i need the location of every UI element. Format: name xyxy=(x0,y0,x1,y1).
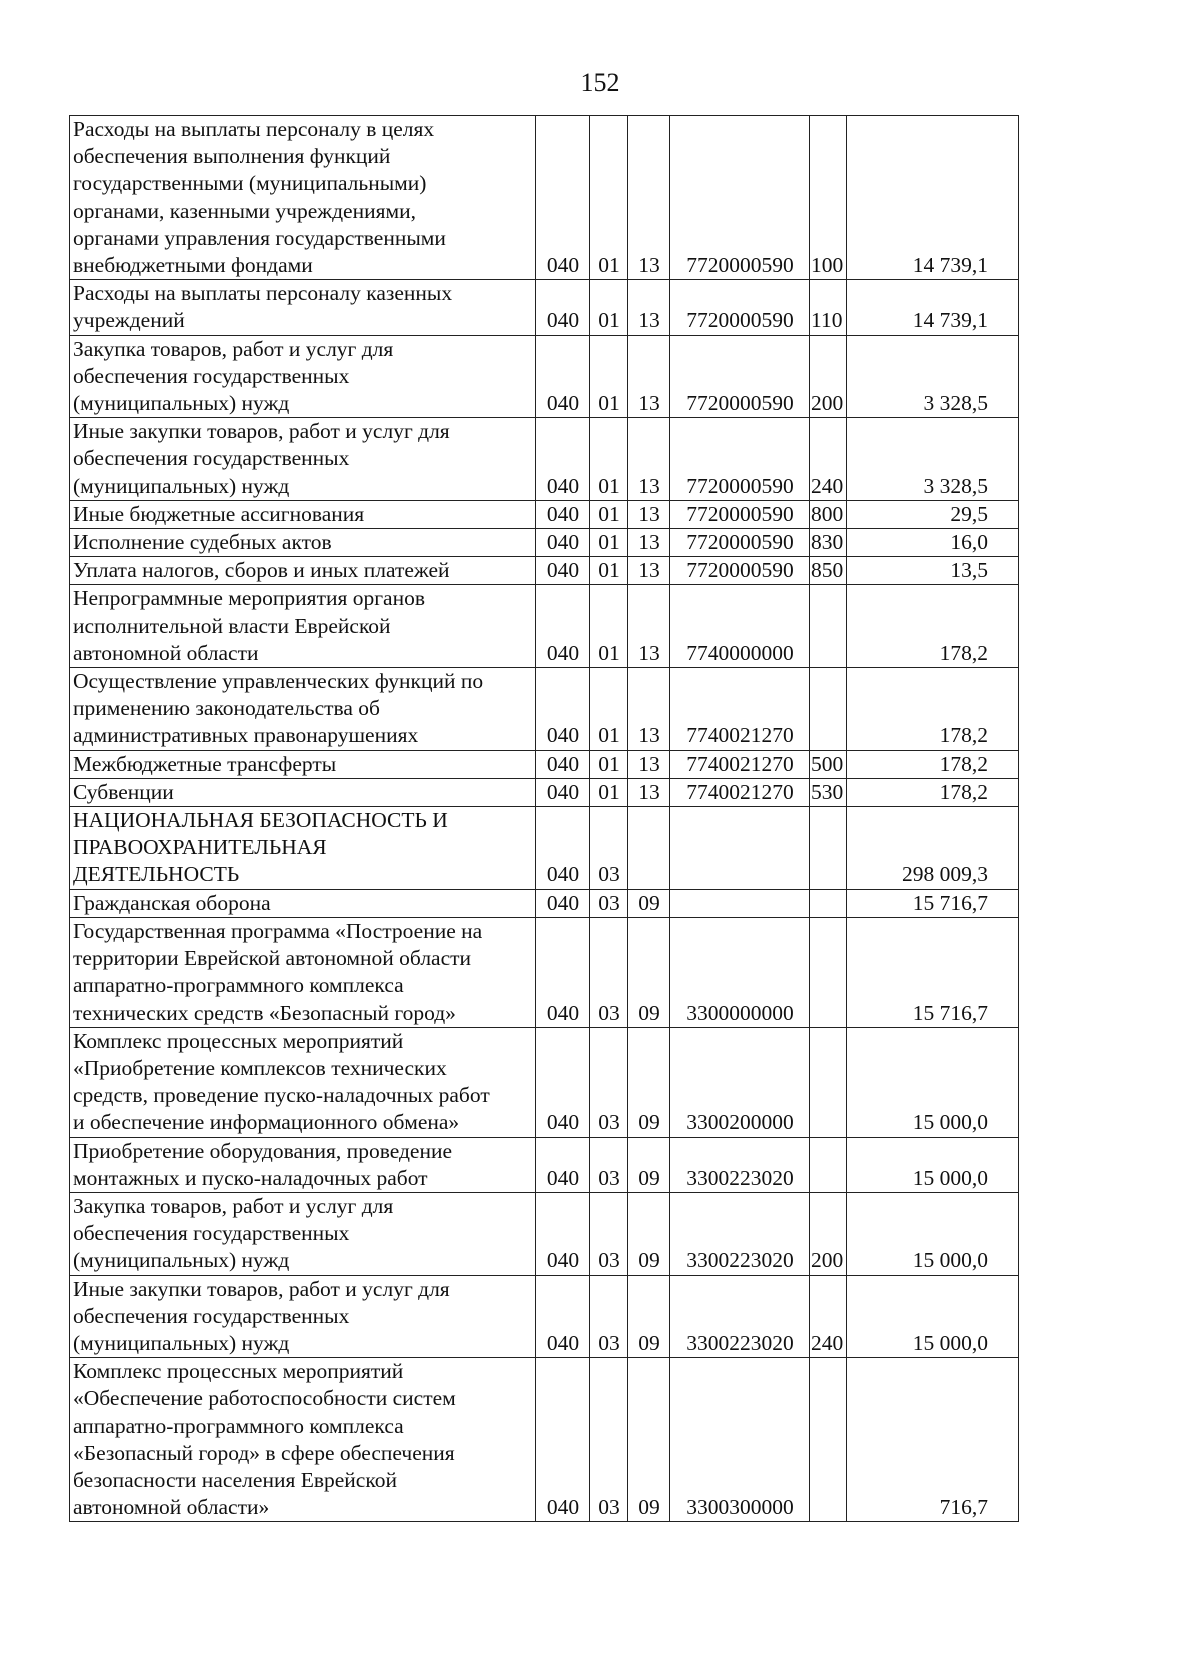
row-expense-type-code xyxy=(810,668,847,751)
row-amount: 15 716,7 xyxy=(847,889,1019,917)
row-name: Исполнение судебных актов xyxy=(70,529,536,557)
row-grbs-code: 040 xyxy=(536,889,590,917)
row-name: НАЦИОНАЛЬНАЯ БЕЗОПАСНОСТЬ И ПРАВООХРАНИТЕЛЬНАЯ ДЕЯТЕЛЬНОСТЬ xyxy=(70,807,536,890)
row-section-code: 03 xyxy=(590,1137,628,1192)
row-amount: 3 328,5 xyxy=(847,418,1019,501)
row-expense-type-code: 850 xyxy=(810,557,847,585)
row-subsection-code: 13 xyxy=(628,557,670,585)
budget-table xyxy=(69,115,1019,1522)
row-expense-type-code xyxy=(810,889,847,917)
row-subsection-code: 09 xyxy=(628,917,670,1027)
table-row xyxy=(70,585,1019,668)
row-name: Комплекс процессных мероприятий «Обеспечение работоспособности систем аппаратно-программного комплекса «Безопасный город» в сфере обеспечения безопасности населения Еврейской автономной области» xyxy=(70,1358,536,1522)
row-grbs-code: 040 xyxy=(536,1137,590,1192)
table-row xyxy=(70,889,1019,917)
row-name: Межбюджетные трансферты xyxy=(70,750,536,778)
row-grbs-code: 040 xyxy=(536,335,590,418)
row-name: Субвенции xyxy=(70,778,536,806)
row-subsection-code: 13 xyxy=(628,585,670,668)
row-grbs-code: 040 xyxy=(536,1027,590,1137)
row-name: Расходы на выплаты персоналу в целях обеспечения выполнения функций государственными (муниципальными) органами, казенными учреждениями, органами управления государственными внебюджетными фондами xyxy=(70,116,536,280)
row-section-code: 03 xyxy=(590,1358,628,1522)
row-section-code: 01 xyxy=(590,529,628,557)
row-expense-type-code xyxy=(810,1358,847,1522)
row-expense-type-code xyxy=(810,585,847,668)
row-subsection-code: 09 xyxy=(628,1027,670,1137)
row-amount: 13,5 xyxy=(847,557,1019,585)
row-expense-type-code: 110 xyxy=(810,280,847,335)
row-grbs-code: 040 xyxy=(536,1275,590,1358)
row-amount: 178,2 xyxy=(847,750,1019,778)
table-row xyxy=(70,500,1019,528)
row-amount: 16,0 xyxy=(847,529,1019,557)
row-grbs-code: 040 xyxy=(536,500,590,528)
row-name: Закупка товаров, работ и услуг для обеспечения государственных (муниципальных) нужд xyxy=(70,1192,536,1275)
row-section-code: 01 xyxy=(590,418,628,501)
row-expense-type-code xyxy=(810,1137,847,1192)
row-target-article-code xyxy=(670,807,810,890)
table-row xyxy=(70,668,1019,751)
row-target-article-code: 7740000000 xyxy=(670,585,810,668)
row-target-article-code: 3300200000 xyxy=(670,1027,810,1137)
table-row xyxy=(70,807,1019,890)
row-target-article-code: 7740021270 xyxy=(670,668,810,751)
table-row xyxy=(70,750,1019,778)
row-name: Осуществление управленческих функций по применению законодательства об административных правонарушениях xyxy=(70,668,536,751)
row-amount: 178,2 xyxy=(847,668,1019,751)
row-subsection-code: 13 xyxy=(628,418,670,501)
row-amount: 716,7 xyxy=(847,1358,1019,1522)
row-target-article-code: 3300223020 xyxy=(670,1137,810,1192)
row-name: Приобретение оборудования, проведение монтажных и пуско-наладочных работ xyxy=(70,1137,536,1192)
row-amount: 178,2 xyxy=(847,778,1019,806)
row-grbs-code: 040 xyxy=(536,917,590,1027)
row-subsection-code: 13 xyxy=(628,116,670,280)
table-row xyxy=(70,116,1019,280)
row-section-code: 03 xyxy=(590,807,628,890)
row-amount: 15 000,0 xyxy=(847,1275,1019,1358)
row-subsection-code: 09 xyxy=(628,1275,670,1358)
row-subsection-code: 09 xyxy=(628,889,670,917)
row-expense-type-code: 200 xyxy=(810,1192,847,1275)
row-expense-type-code: 530 xyxy=(810,778,847,806)
row-expense-type-code: 240 xyxy=(810,418,847,501)
row-expense-type-code: 100 xyxy=(810,116,847,280)
row-section-code: 03 xyxy=(590,1275,628,1358)
row-amount: 15 000,0 xyxy=(847,1137,1019,1192)
row-amount: 15 000,0 xyxy=(847,1027,1019,1137)
row-subsection-code: 13 xyxy=(628,778,670,806)
row-subsection-code: 13 xyxy=(628,750,670,778)
row-section-code: 03 xyxy=(590,917,628,1027)
row-grbs-code: 040 xyxy=(536,778,590,806)
row-name: Закупка товаров, работ и услуг для обеспечения государственных (муниципальных) нужд xyxy=(70,335,536,418)
row-target-article-code: 7720000590 xyxy=(670,418,810,501)
row-target-article-code: 3300300000 xyxy=(670,1358,810,1522)
row-section-code: 01 xyxy=(590,280,628,335)
row-name: Государственная программа «Построение на территории Еврейской автономной области аппаратно-программного комплекса технических средств «Безопасный город» xyxy=(70,917,536,1027)
row-target-article-code: 3300223020 xyxy=(670,1275,810,1358)
row-grbs-code: 040 xyxy=(536,668,590,751)
page-number: 152 xyxy=(580,68,620,97)
row-amount: 15 000,0 xyxy=(847,1192,1019,1275)
row-target-article-code xyxy=(670,889,810,917)
row-name: Иные закупки товаров, работ и услуг для обеспечения государственных (муниципальных) нужд xyxy=(70,418,536,501)
row-section-code: 01 xyxy=(590,116,628,280)
table-row xyxy=(70,778,1019,806)
row-name: Уплата налогов, сборов и иных платежей xyxy=(70,557,536,585)
row-subsection-code: 13 xyxy=(628,335,670,418)
row-section-code: 03 xyxy=(590,1027,628,1137)
row-section-code: 01 xyxy=(590,335,628,418)
row-grbs-code: 040 xyxy=(536,418,590,501)
budget-table-body xyxy=(70,116,1019,1522)
table-row xyxy=(70,917,1019,1027)
row-section-code: 03 xyxy=(590,889,628,917)
row-amount: 178,2 xyxy=(847,585,1019,668)
row-amount: 14 739,1 xyxy=(847,280,1019,335)
row-expense-type-code xyxy=(810,1027,847,1137)
row-subsection-code: 13 xyxy=(628,500,670,528)
row-target-article-code: 7720000590 xyxy=(670,280,810,335)
row-amount: 15 716,7 xyxy=(847,917,1019,1027)
table-row xyxy=(70,1192,1019,1275)
row-subsection-code: 13 xyxy=(628,529,670,557)
row-section-code: 01 xyxy=(590,778,628,806)
row-expense-type-code: 240 xyxy=(810,1275,847,1358)
table-row xyxy=(70,1275,1019,1358)
row-name: Комплекс процессных мероприятий «Приобретение комплексов технических средств, проведение пуско-наладочных работ и обеспечение информационного обмена» xyxy=(70,1027,536,1137)
row-subsection-code: 09 xyxy=(628,1137,670,1192)
row-section-code: 01 xyxy=(590,750,628,778)
row-grbs-code: 040 xyxy=(536,1358,590,1522)
row-target-article-code: 7740021270 xyxy=(670,778,810,806)
row-name: Иные закупки товаров, работ и услуг для обеспечения государственных (муниципальных) нужд xyxy=(70,1275,536,1358)
row-target-article-code: 7720000590 xyxy=(670,335,810,418)
row-expense-type-code xyxy=(810,917,847,1027)
row-amount: 3 328,5 xyxy=(847,335,1019,418)
row-grbs-code: 040 xyxy=(536,280,590,335)
row-subsection-code: 09 xyxy=(628,1192,670,1275)
row-section-code: 01 xyxy=(590,668,628,751)
row-grbs-code: 040 xyxy=(536,750,590,778)
row-grbs-code: 040 xyxy=(536,807,590,890)
row-target-article-code: 7720000590 xyxy=(670,500,810,528)
row-expense-type-code: 500 xyxy=(810,750,847,778)
row-section-code: 01 xyxy=(590,500,628,528)
row-expense-type-code xyxy=(810,807,847,890)
table-row xyxy=(70,280,1019,335)
row-expense-type-code: 200 xyxy=(810,335,847,418)
row-target-article-code: 7720000590 xyxy=(670,557,810,585)
row-expense-type-code: 830 xyxy=(810,529,847,557)
row-target-article-code: 7720000590 xyxy=(670,116,810,280)
table-row xyxy=(70,1137,1019,1192)
row-target-article-code: 3300000000 xyxy=(670,917,810,1027)
table-row xyxy=(70,1027,1019,1137)
row-grbs-code: 040 xyxy=(536,585,590,668)
row-grbs-code: 040 xyxy=(536,557,590,585)
row-subsection-code: 13 xyxy=(628,668,670,751)
row-grbs-code: 040 xyxy=(536,1192,590,1275)
row-section-code: 01 xyxy=(590,557,628,585)
row-amount: 14 739,1 xyxy=(847,116,1019,280)
row-subsection-code xyxy=(628,807,670,890)
row-name: Непрограммные мероприятия органов исполнительной власти Еврейской автономной области xyxy=(70,585,536,668)
row-amount: 29,5 xyxy=(847,500,1019,528)
row-expense-type-code: 800 xyxy=(810,500,847,528)
row-name: Иные бюджетные ассигнования xyxy=(70,500,536,528)
row-grbs-code: 040 xyxy=(536,116,590,280)
row-target-article-code: 3300223020 xyxy=(670,1192,810,1275)
row-grbs-code: 040 xyxy=(536,529,590,557)
row-subsection-code: 13 xyxy=(628,280,670,335)
row-section-code: 03 xyxy=(590,1192,628,1275)
row-name: Гражданская оборона xyxy=(70,889,536,917)
table-row xyxy=(70,557,1019,585)
row-target-article-code: 7740021270 xyxy=(670,750,810,778)
row-amount: 298 009,3 xyxy=(847,807,1019,890)
row-section-code: 01 xyxy=(590,585,628,668)
table-row xyxy=(70,529,1019,557)
row-subsection-code: 09 xyxy=(628,1358,670,1522)
table-row xyxy=(70,418,1019,501)
row-name: Расходы на выплаты персоналу казенных учреждений xyxy=(70,280,536,335)
row-target-article-code: 7720000590 xyxy=(670,529,810,557)
table-row xyxy=(70,335,1019,418)
table-row xyxy=(70,1358,1019,1522)
